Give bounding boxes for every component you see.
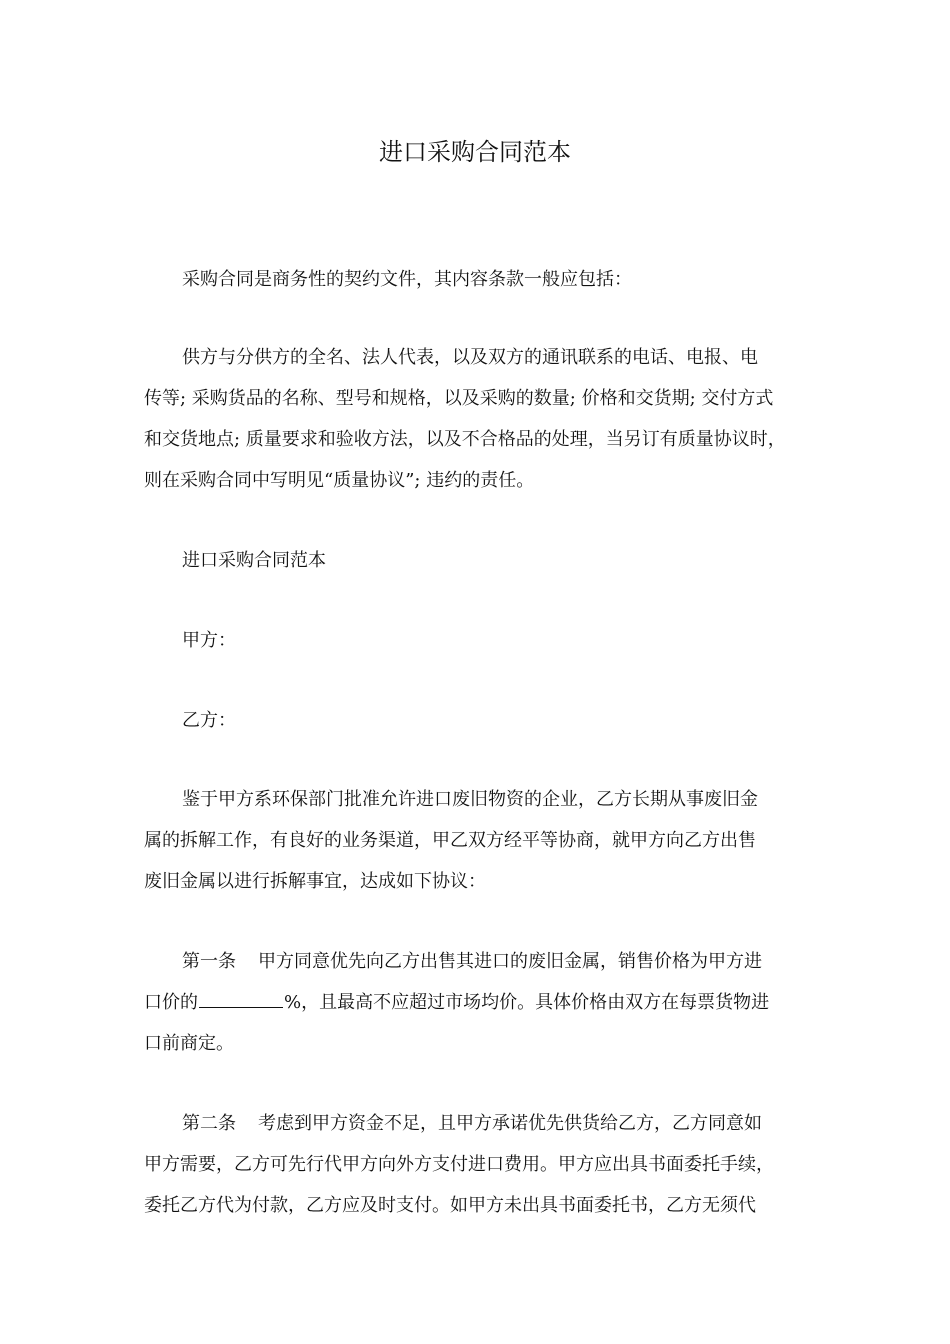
subtitle-paragraph [144,540,814,581]
article-1-text: 口价的 [144,992,198,1013]
article-1-line: 口前商定。 [144,1033,234,1054]
article-1-text: %，且最高不应超过市场均价。具体价格由双方在每票货物进 [284,992,770,1013]
party-b-label: 乙方： [182,710,236,731]
price-percentage-blank [199,989,283,1008]
content-line: 传等; 采购货品的名称、型号和规格，以及采购的数量; 价格和交货期; 交付方式 [144,388,774,409]
article-1-line [144,982,814,1023]
article-2-line [144,1103,814,1144]
article-1-line [144,941,814,982]
preamble-line: 属的拆解工作，有良好的业务渠道，甲乙双方经平等协商，就甲方向乙方出售 [144,830,756,851]
intro-line: 采购合同是商务性的契约文件，其内容条款一般应包括： [182,269,632,290]
content-line: 供方与分供方的全名、法人代表，以及双方的通讯联系的电话、电报、电 [182,347,758,368]
article-2-paragraph [144,1103,814,1226]
preamble-paragraph [144,779,814,902]
party-b-paragraph [144,700,814,741]
article-2-label: 第二条 [182,1113,236,1134]
article-1-label: 第一条 [182,951,236,972]
contract-subtitle: 进口采购合同范本 [182,550,326,571]
party-a-paragraph [144,620,814,661]
article-2-text: 考虑到甲方资金不足，且甲方承诺优先供货给乙方，乙方同意如 [258,1113,762,1134]
party-a-label: 甲方： [182,630,236,651]
article-1-text: 甲方同意优先向乙方出售其进口的废旧金属，销售价格为甲方进 [258,951,762,972]
content-paragraph [144,337,814,501]
preamble-line: 鉴于甲方系环保部门批准允许进口废旧物资的企业，乙方长期从事废旧金 [182,789,758,810]
content-line: 和交货地点; 质量要求和验收方法，以及不合格品的处理，当另订有质量协议时， [144,429,786,450]
article-2-line: 甲方需要，乙方可先行代甲方向外方支付进口费用。甲方应出具书面委托手续， [144,1154,774,1175]
article-2-line: 委托乙方代为付款，乙方应及时支付。如甲方未出具书面委托书，乙方无须代 [144,1195,756,1216]
content-line: 则在采购合同中写明见“质量协议”; 违约的责任。 [144,470,535,491]
document-title: 进口采购合同范本 [379,138,571,166]
article-1-paragraph [144,941,814,1064]
intro-paragraph [144,259,814,300]
preamble-line: 废旧金属以进行拆解事宜，达成如下协议： [144,871,486,892]
